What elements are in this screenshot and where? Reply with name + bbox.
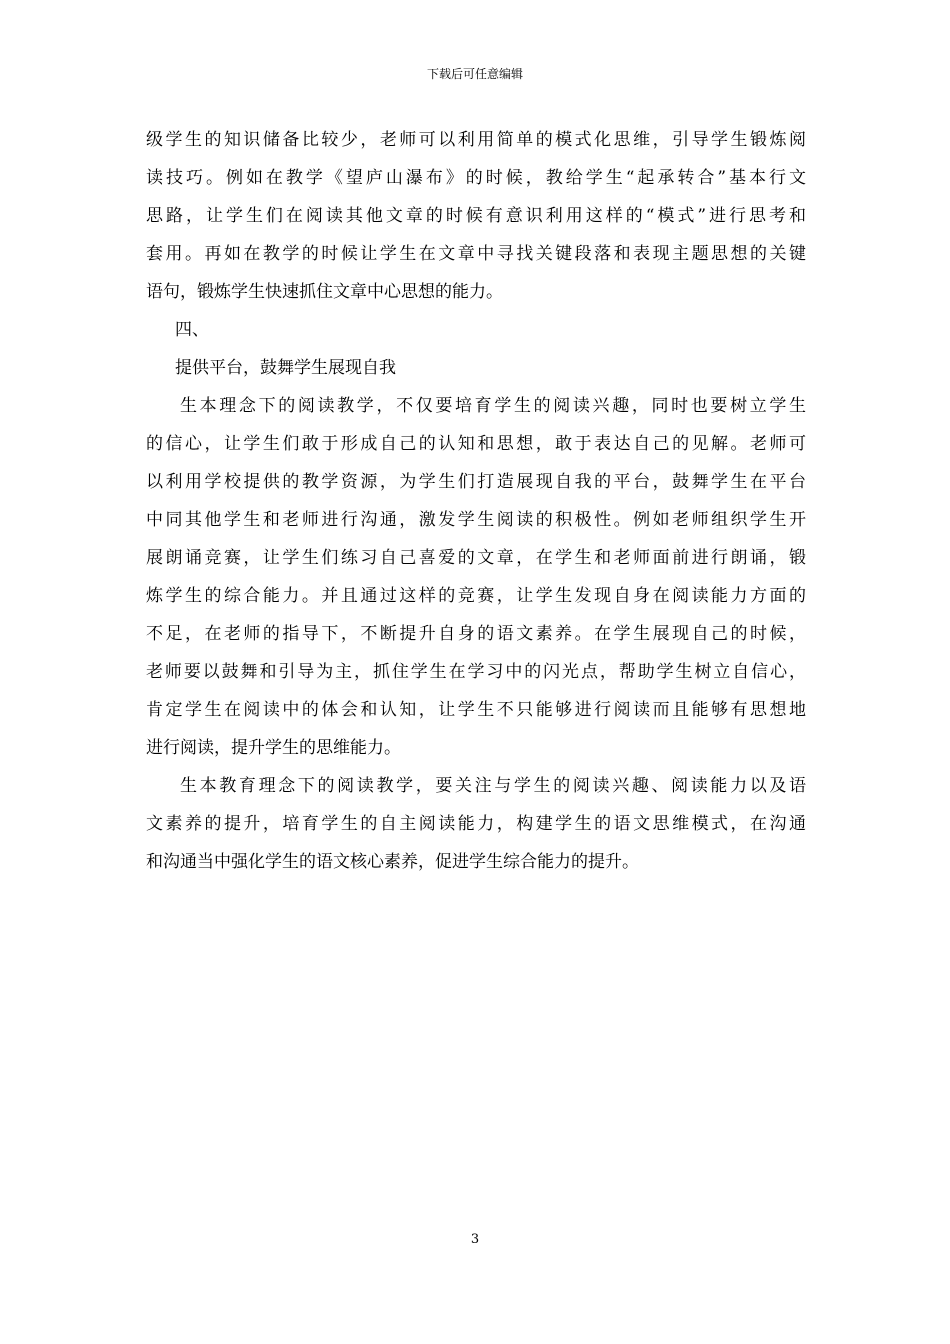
text-line: 肯定学生在阅读中的体会和认知，让学生不只能够进行阅读而且能够有思想地 [146,700,806,720]
text-line: 语句，锻炼学生快速抓住文章中心思想的能力。 [146,282,503,302]
paragraph [146,774,806,888]
text-line: 生本教育理念下的阅读教学，要关注与学生的阅读兴趣、阅读能力以及语 [180,776,806,796]
text-line: 中同其他学生和老师进行沟通，激发学生阅读的积极性。例如老师组织学生开 [146,510,806,530]
text-line: 炼学生的综合能力。并且通过这样的竞赛，让学生发现自身在阅读能力方面的 [146,586,806,606]
text-line: 文素养的提升，培育学生的自主阅读能力，构建学生的语文思维模式，在沟通 [146,814,806,834]
text-line: 级学生的知识储备比较少，老师可以利用简单的模式化思维，引导学生锻炼阅 [146,130,806,150]
document-body [146,128,806,888]
text-line: 读技巧。例如在教学《望庐山瀑布》的时候，教给学生“起承转合”基本行文 [146,168,806,188]
text-line: 不足，在老师的指导下，不断提升自身的语文素养。在学生展现自己的时候， [146,624,806,644]
text-line: 生本理念下的阅读教学，不仅要培育学生的阅读兴趣，同时也要树立学生 [180,396,806,416]
text-line: 老师要以鼓舞和引导为主，抓住学生在学习中的闪光点，帮助学生树立自信心， [146,662,806,682]
text-line: 进行阅读，提升学生的思维能力。 [146,738,401,758]
text-line: 思路，让学生们在阅读其他文章的时候有意识利用这样的“模式”进行思考和 [146,206,806,226]
text-line: 套用。再如在教学的时候让学生在文章中寻找关键段落和表现主题思想的关键 [146,244,806,264]
section-number: 四、 [175,320,209,340]
paragraph [146,394,806,774]
paragraph [146,128,806,318]
text-line: 和沟通当中强化学生的语文核心素养，促进学生综合能力的提升。 [146,852,639,872]
text-line: 以利用学校提供的教学资源，为学生们打造展现自我的平台，鼓舞学生在平台 [146,472,806,492]
section-heading: 提供平台，鼓舞学生展现自我 [175,358,396,378]
text-line: 的信心，让学生们敢于形成自己的认知和思想，敢于表达自己的见解。老师可 [146,434,806,454]
page-number: 3 [470,1232,480,1247]
text-line: 展朗诵竞赛，让学生们练习自己喜爱的文章，在学生和老师面前进行朗诵，锻 [146,548,806,568]
page-header: 下载后可任意编辑 [426,67,523,81]
